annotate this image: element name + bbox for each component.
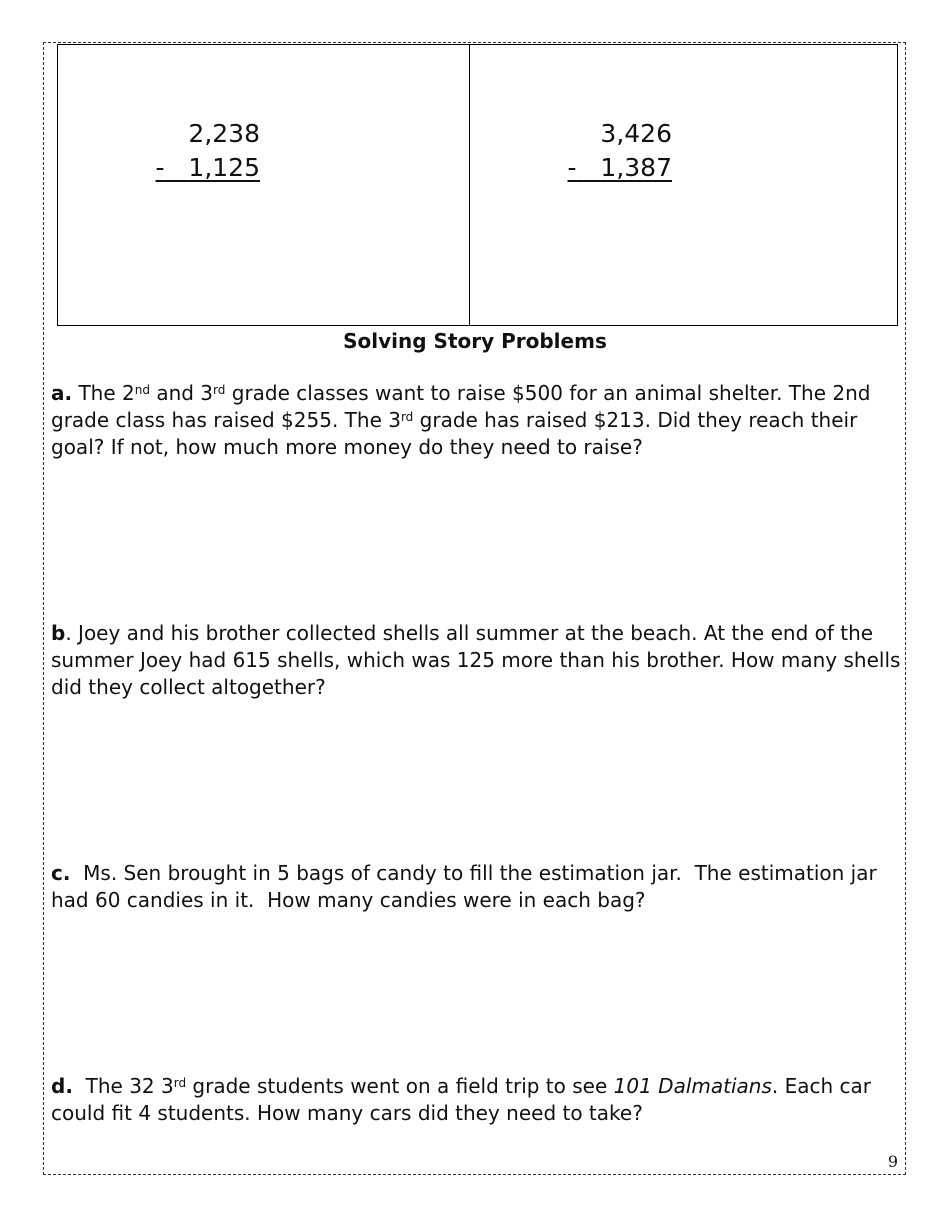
- problem-letter: a.: [51, 381, 73, 405]
- story-problem-a: [51, 380, 901, 461]
- problem-letter: d.: [51, 1074, 73, 1098]
- text: grade students went on a field trip to see: [186, 1074, 614, 1098]
- superscript: rd: [213, 383, 226, 397]
- subtrahend-line: [568, 151, 672, 185]
- problem-cell-2: [470, 45, 897, 325]
- superscript: rd: [400, 410, 414, 424]
- problem-letter: c.: [51, 861, 71, 885]
- subtraction-problem-1: [156, 117, 260, 185]
- minuend: 3,426: [600, 119, 672, 148]
- story-problem-b: [51, 620, 901, 701]
- minus-sign: -: [155, 153, 165, 182]
- text: . Joey and his brother collected shells all summer at the beach. At the end of the summer Joey had 615 shells, which was 125 more than his brother. How many shells did they collect altogether?: [51, 621, 901, 699]
- problem-cell-1: [58, 45, 470, 325]
- text: Ms. Sen brought in 5 bags of candy to fill the estimation jar. The estimation jar had 60 candies in it. How many candies were in each bag?: [51, 861, 884, 912]
- subtraction-problem-2: [568, 117, 672, 185]
- page-number: 9: [887, 1152, 898, 1171]
- problem-letter: b: [51, 621, 66, 645]
- text: grade classes want to raise $500 for an animal shelter. The 2nd grade class has raised $255. The 3: [51, 381, 871, 432]
- text: The 2: [72, 381, 135, 405]
- story-problem-d: [51, 1073, 901, 1127]
- subtraction-problems-table: [57, 44, 898, 326]
- minus-sign: -: [567, 153, 577, 182]
- section-title: Solving Story Problems: [343, 329, 607, 353]
- superscript: nd: [134, 383, 150, 397]
- superscript: rd: [173, 1076, 187, 1090]
- story-problem-c: [51, 860, 901, 914]
- text: and 3: [149, 381, 214, 405]
- subtrahend: 1,125: [188, 153, 260, 182]
- text: The 32 3: [72, 1074, 174, 1098]
- text: . Each car could fit 4 students. How many cars did they need to take?: [51, 1074, 871, 1125]
- subtrahend: 1,387: [600, 153, 672, 182]
- movie-title: 101 Dalmatians: [613, 1074, 772, 1098]
- text: grade has raised $213. Did they reach their goal? If not, how much more money do they need to raise?: [51, 408, 858, 459]
- subtrahend-line: [156, 151, 260, 185]
- minuend: 2,238: [188, 119, 260, 148]
